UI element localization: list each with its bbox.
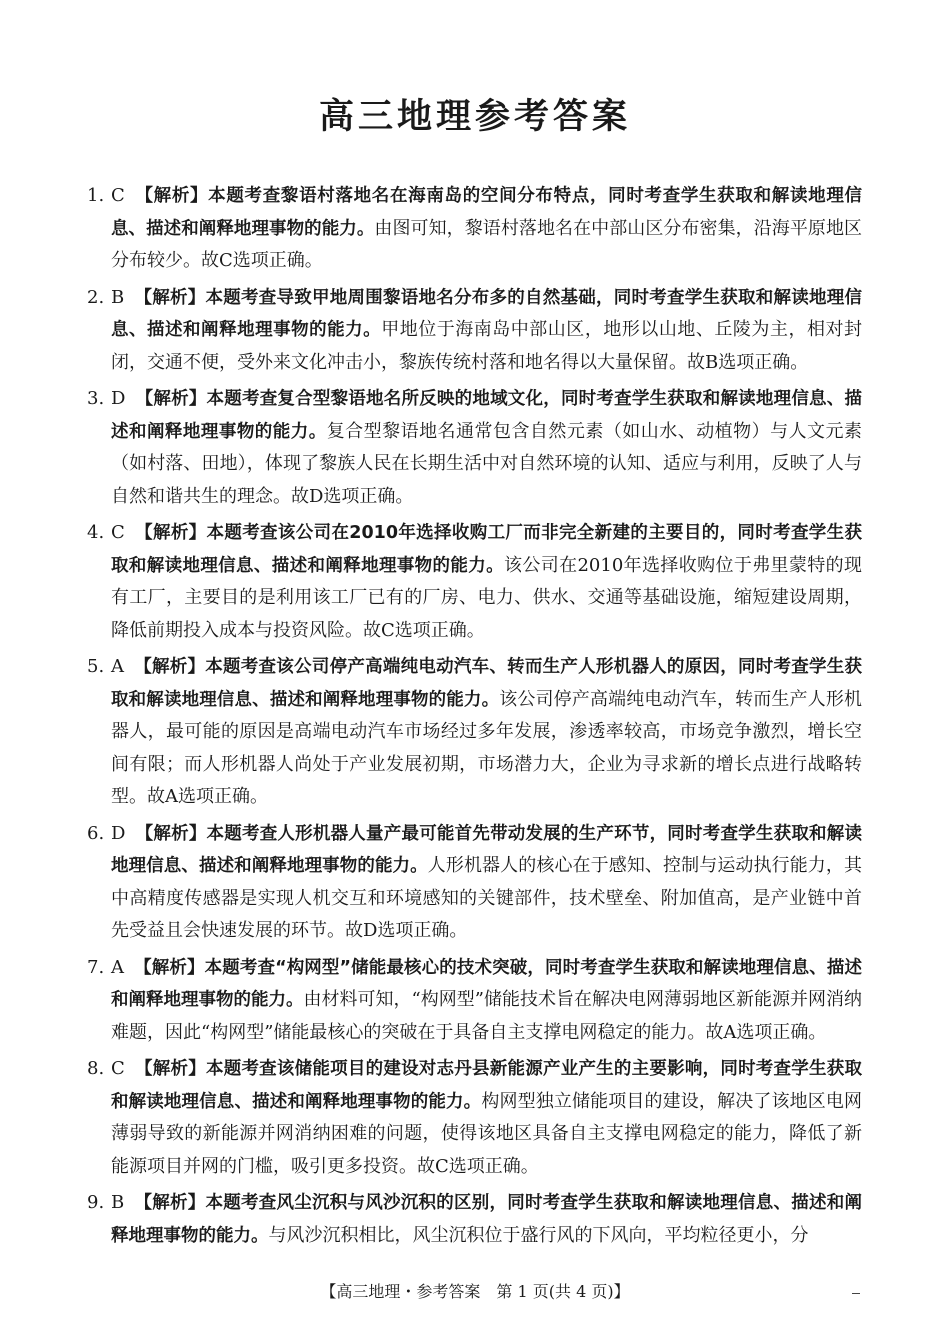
analysis-text: 构网型独立储能项目的建设，解决了该地区电网薄弱导致的新能源并网消纳困难的问题，使得该地区具备自主支撑电网稳定的能力，降低了新能源项目并网的门槛，吸引更多投资。故C选项正确。: [111, 1090, 863, 1177]
analysis-heading: 【解析】本题考查导致甲地周围黎语地名分布多的自然基础，同时考查学生获取和解读地理信息、描述和阐释地理事物的能力。: [111, 287, 862, 340]
analysis-heading: 【解析】本题考查黎语村落地名在海南岛的空间分布特点，同时考查学生获取和解读地理信息、描述和阐释地理事物的能力。: [111, 186, 862, 239]
analysis-heading: 【解析】本题考查该公司在2010年选择收购工厂而非完全新建的主要目的，同时考查学生获取和解读地理信息、描述和阐释地理事物的能力。: [111, 523, 863, 576]
question-number: 3.: [87, 388, 105, 409]
answer-item-8: [87, 1053, 862, 1183]
analysis-heading: 【解析】本题考查人形机器人量产最可能首先带动发展的生产环节，同时考查学生获取和解读地理信息、描述和阐释地理事物的能力。: [111, 823, 862, 876]
answer-choice: C: [111, 185, 125, 206]
analysis-heading: 【解析】本题考查“构网型”储能最核心的技术突破，同时考查学生获取和解读地理信息、描述和阐释地理事物的能力。: [111, 957, 862, 1010]
answer-item-5: [87, 651, 862, 814]
answer-item-2: [87, 282, 862, 380]
question-number: 9.: [87, 1192, 105, 1213]
answer-choice: B: [111, 1192, 125, 1213]
answer-choice: C: [111, 1058, 125, 1079]
analysis-heading: 【解析】本题考查该储能项目的建设对志丹县新能源产业产生的主要影响，同时考查学生获取和解读地理信息、描述和阐释地理事物的能力。: [111, 1059, 862, 1112]
analysis-text: 甲地位于海南岛中部山区，地形以山地、丘陵为主，相对封闭，交通不便，受外来文化冲击小，黎族传统村落和地名得以大量保留。故B选项正确。: [111, 319, 862, 373]
analysis-text: 人形机器人的核心在于感知、控制与运动执行能力，其中高精度传感器是实现人机交互和环境感知的关键部件，技术壁垒、附加值高，是产业链中首先受益且会快速发展的环节。故D选项正确。: [111, 855, 863, 941]
question-number: 6.: [87, 822, 105, 844]
answer-item-7: [87, 952, 862, 1050]
answer-item-3: [87, 383, 862, 513]
analysis-text: 由材料可知，“构网型”储能技术旨在解决电网薄弱地区新能源并网消纳难题，因此“构网型”储能最核心的突破在于具备自主支撑电网稳定的能力。故A选项正确。: [111, 989, 863, 1043]
answer-item-1: [87, 180, 862, 278]
question-number: 8.: [87, 1058, 105, 1079]
question-number: 7.: [87, 956, 105, 978]
answer-choice: A: [111, 656, 124, 677]
answer-choice: B: [111, 286, 125, 308]
answer-list: [87, 180, 862, 1256]
question-number: 5.: [87, 656, 105, 677]
answer-item-6: [87, 818, 862, 948]
analysis-text: 该公司在2010年选择收购位于弗里蒙特的现有工厂，主要目的是利用该工厂已有的厂房、电力、供水、交通等基础设施，缩短建设周期，降低前期投入成本与投资风险。故C选项正确。: [111, 554, 863, 641]
analysis-text: 该公司停产高端纯电动汽车，转而生产人形机器人，最可能的原因是高端电动汽车市场经过多年发展，渗透率较高，市场竞争激烈，增长空间有限；而人形机器人尚处于产业发展初期，市场潜力大，企业为寻求新的增长点进行战略转型。故A选项正确。: [111, 688, 862, 807]
page-footer: 【高三地理・参考答案 第 1 页(共 4 页)】: [320, 1282, 630, 1301]
analysis-text: 复合型黎语地名通常包含自然元素（如山水、动植物）与人文元素（如村落、田地），体现了黎族人民在长期生活中对自然环境的认知、适应与利用，反映了人与自然和谐共生的理念。故D选项正确。: [111, 420, 863, 507]
answer-item-4: [87, 517, 862, 647]
analysis-heading: 【解析】本题考查风尘沉积与风沙沉积的区别，同时考查学生获取和解读地理信息、描述和阐释地理事物的能力。: [111, 1193, 862, 1246]
answer-choice: C: [111, 522, 125, 543]
question-number: 4.: [87, 522, 105, 543]
analysis-heading: 【解析】本题考查复合型黎语地名所反映的地域文化，同时考查学生获取和解读地理信息、描述和阐释地理事物的能力。: [111, 389, 862, 442]
page-title: 高三地理参考答案: [318, 96, 631, 137]
answer-choice: D: [111, 388, 126, 409]
analysis-text: 与风沙沉积相比，风尘沉积位于盛行风的下风向，平均粒径更小，分: [268, 1224, 809, 1246]
answer-choice: A: [111, 956, 124, 978]
answer-choice: D: [111, 822, 126, 844]
answer-item-9: [87, 1187, 862, 1252]
question-number: 2.: [87, 286, 105, 308]
analysis-text: 由图可知，黎语村落地名在中部山区分布密集，沿海平原地区分布较少。故C选项正确。: [111, 217, 863, 271]
analysis-heading: 【解析】本题考查该公司停产高端纯电动汽车、转而生产人形机器人的原因，同时考查学生获取和解读地理信息、描述和阐释地理事物的能力。: [111, 657, 862, 710]
question-number: 1.: [87, 185, 105, 206]
corner-mark: [852, 1293, 860, 1294]
